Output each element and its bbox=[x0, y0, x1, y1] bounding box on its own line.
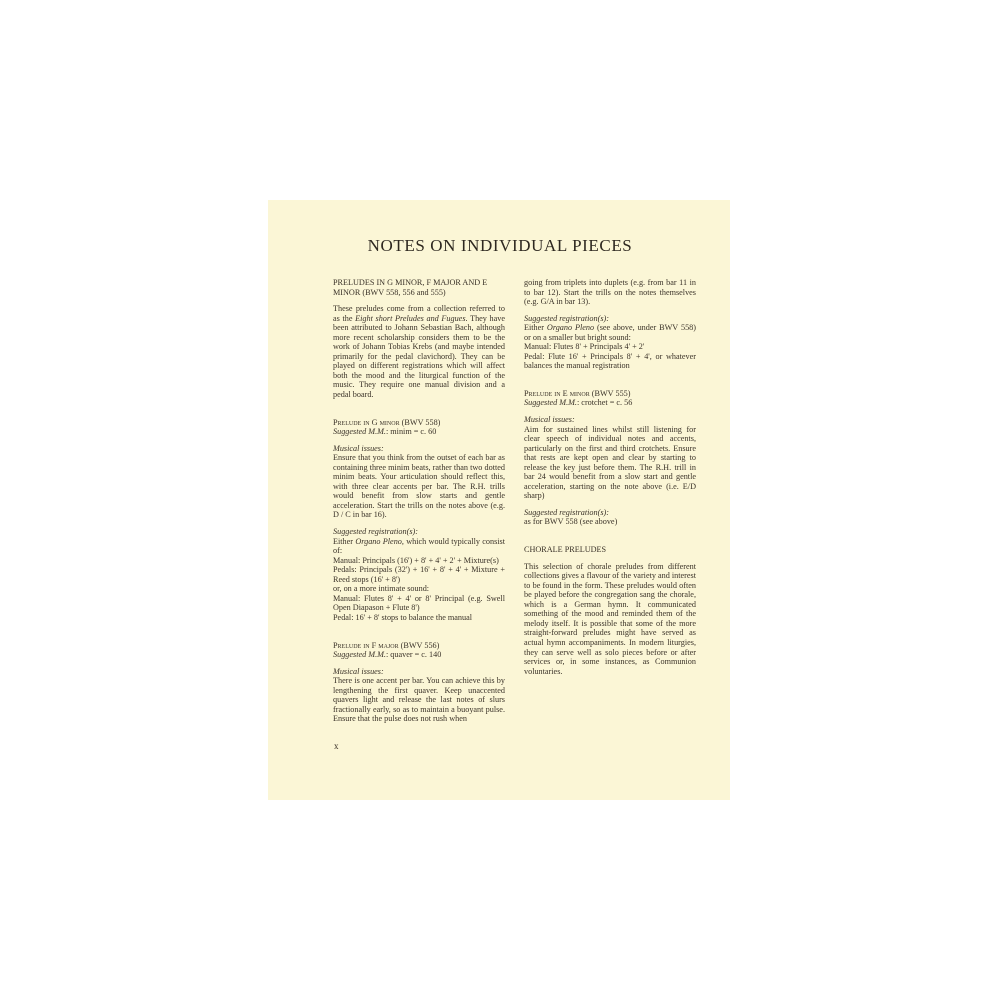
g-minor-reg-label: Suggested registration(s): bbox=[333, 527, 418, 537]
intro-text-a: These preludes come from a collection referred to as the bbox=[333, 304, 505, 323]
g-minor-issues-label: Musical issues: bbox=[333, 443, 384, 453]
f-major-issues-text: There is one accent per bar. You can achieve this by lengthening the first quaver. Keep unaccented quavers light and release the last notes of slurs fractionally early, so as to maintain a buoyant pulse. Ensure that the pulse does not rush when bbox=[333, 676, 505, 724]
e-minor-title: Prelude in E minor bbox=[524, 388, 590, 398]
e-minor-reg-label: Suggested registration(s): bbox=[524, 507, 609, 517]
f-major-issues-label: Musical issues: bbox=[333, 666, 384, 676]
f-major-mm-label: Suggested M.M. bbox=[333, 650, 386, 660]
e-minor-heading bbox=[524, 389, 696, 399]
intro-text-b: . They have been attributed to Johann Sebastian Bach, although more recent scholarship considers them to be the work of Johann Tobias Krebs (and maybe intended primarily for the pedal clavichord). They can be played on different registrations which will affect both the mood and the liturgical function of the music. They require one manual division and a pedal board. bbox=[333, 313, 505, 400]
g-minor-reg-italic: Organo Pleno bbox=[355, 536, 402, 546]
f-major-heading bbox=[333, 641, 505, 651]
intro-paragraph bbox=[333, 304, 505, 399]
e-minor-reg-text: as for BWV 558 (see above) bbox=[524, 517, 618, 527]
g-minor-mm bbox=[333, 427, 505, 437]
f-major-title: Prelude in F major bbox=[333, 640, 399, 650]
f-major-reg-a: Either bbox=[524, 323, 547, 333]
g-minor-issues-text: Ensure that you think from the outset of each bar as containing three minim beats, rather than two dotted minim beats. Your articulation should reflect this, with three clear accents per bar. The R.H. trills would benefit from slow starts and gentle acceleration. Start the trills on the notes above (e.g. D / C in bar 16). bbox=[333, 453, 505, 520]
e-minor-mm bbox=[524, 398, 696, 408]
section-heading-chorale: CHORALE PRELUDES bbox=[524, 545, 607, 555]
e-minor-mm-label: Suggested M.M. bbox=[524, 398, 577, 408]
g-minor-reg-line: Pedal: 16' + 8' stops to balance the manual bbox=[333, 612, 472, 622]
e-minor-issues-text: Aim for sustained lines whilst still listening for clear speech of individual notes and accents, particularly on the first and third crotchets. Ensure that rests are kept open and clear by starting to release the key just before them. The R.H. trill in bar 24 would benefit from a slow start and gentle acceleration, starting on the note above (i.e. E/D sharp) bbox=[524, 424, 696, 501]
g-minor-reg-a: Either bbox=[333, 536, 356, 546]
g-minor-reg-line: Manual: Principals (16') + 8' + 4' + 2' + Mixture(s) bbox=[333, 555, 499, 565]
e-minor-mm-value: : crotchet = c. 56 bbox=[576, 398, 633, 408]
f-major-reg-italic: Organo Pleno bbox=[546, 323, 595, 333]
f-major-reg-line: Pedal: Flute 16' + Principals 8' + 4', or whatever balances the manual registration bbox=[524, 351, 696, 371]
g-minor-reg-intro bbox=[333, 537, 505, 556]
page-number: x bbox=[334, 741, 339, 751]
e-minor-bwv: (BWV 555) bbox=[589, 388, 631, 398]
section-heading-preludes: PRELUDES IN G MINOR, F MAJOR AND E MINOR (BWV 558, 556 and 555) bbox=[333, 278, 488, 297]
g-minor-mm-label: Suggested M.M. bbox=[333, 427, 386, 437]
g-minor-reg-b: , which would typically consist of: bbox=[333, 536, 505, 556]
g-minor-reg-line: or, on a more intimate sound: bbox=[333, 584, 430, 594]
g-minor-bwv: (BWV 558) bbox=[399, 417, 441, 427]
g-minor-mm-value: : minim = c. 60 bbox=[385, 427, 437, 437]
g-minor-heading bbox=[333, 418, 505, 428]
e-minor-issues-label: Musical issues: bbox=[524, 415, 575, 425]
g-minor-reg-line: Pedals: Principals (32') + 16' + 8' + 4' + Mixture + Reed stops (16' + 8') bbox=[333, 565, 505, 584]
f-major-reg-line: Manual: Flutes 8' + Principals 4' + 2' bbox=[524, 342, 645, 352]
g-minor-reg-line: Manual: Flutes 8' + 4' or 8' Principal (e.g. Swell Open Diapason + Flute 8') bbox=[333, 593, 505, 613]
f-major-reg-label: Suggested registration(s): bbox=[524, 313, 609, 323]
f-major-issues-continued: going from triplets into duplets (e.g. from bar 11 in to bar 12). Start the trills on the notes themselves (e.g. G/A in bar 13). bbox=[524, 278, 696, 307]
page-title: NOTES ON INDIVIDUAL PIECES bbox=[367, 236, 633, 255]
f-major-bwv: (BWV 556) bbox=[398, 640, 440, 650]
f-major-mm-value: : quaver = c. 140 bbox=[385, 650, 442, 660]
f-major-mm bbox=[333, 650, 505, 660]
g-minor-title: Prelude in G minor bbox=[333, 417, 400, 427]
right-column bbox=[524, 278, 696, 676]
f-major-reg-intro bbox=[524, 323, 696, 342]
left-column bbox=[333, 278, 505, 724]
chorale-paragraph: This selection of chorale preludes from different collections gives a flavour of the variety and interest to be found in the form. These preludes would often be played before the congregation sang the chorale, which is a German hymn. It communicated something of the mood and reminded them of the melody itself. It is possible that some of the more straight-forward preludes might have served as actual hymn accompaniments. In modern liturgies, they can serve well as solo pieces before or after services or, in some instances, as Communion voluntaries. bbox=[524, 561, 696, 676]
intro-italic-title: Eight short Preludes and Fugues bbox=[355, 313, 466, 323]
f-major-reg-b: (see above, under BWV 558) or on a smaller but bright sound: bbox=[524, 323, 696, 342]
